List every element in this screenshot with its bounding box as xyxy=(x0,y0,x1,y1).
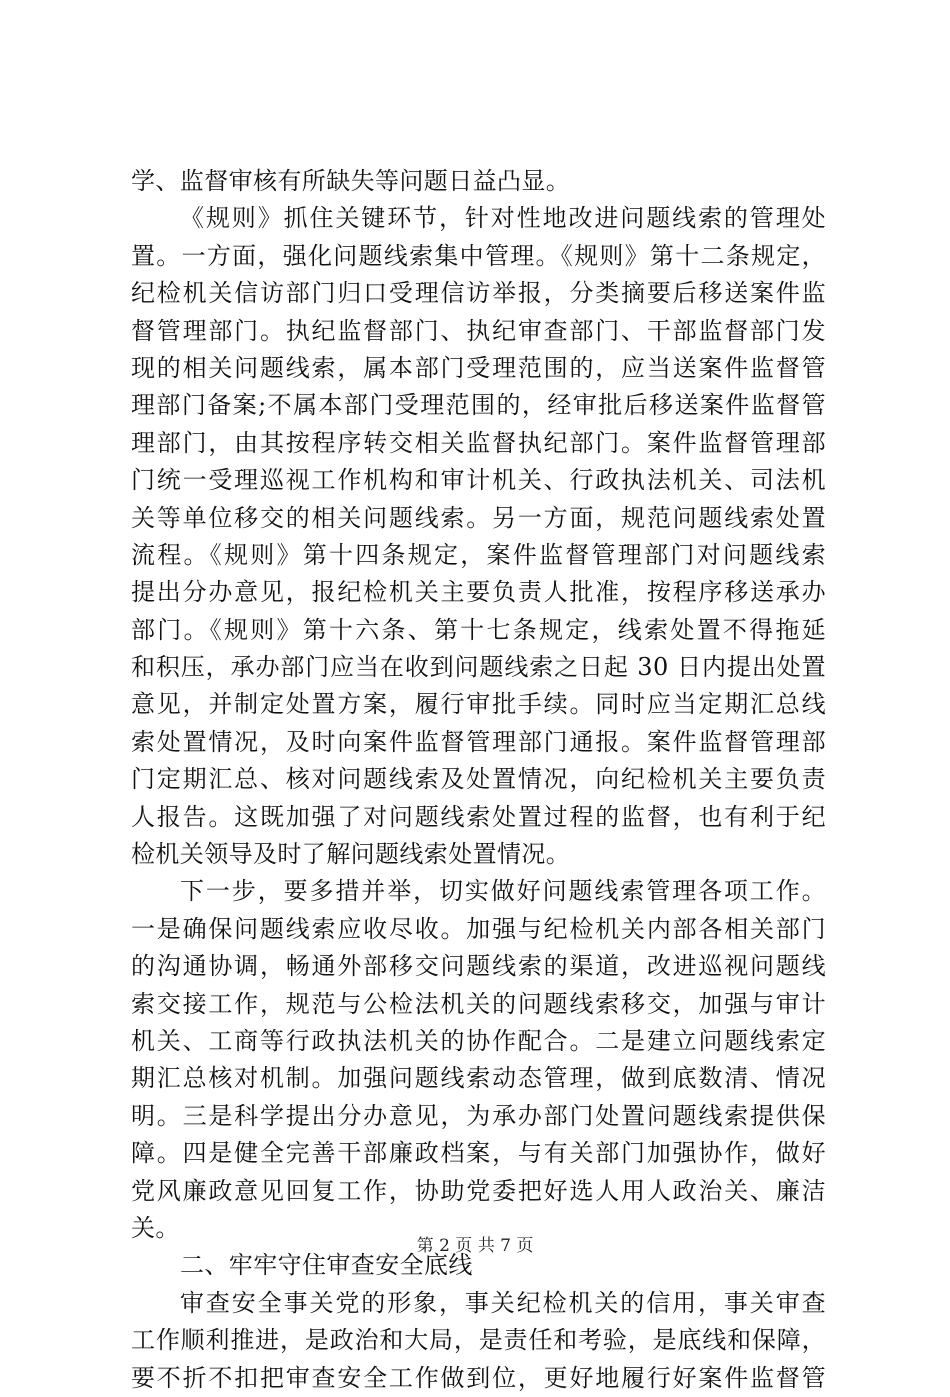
text-line: 督管理部门。执纪监督部门、执纪审查部门、干部监督部门发 xyxy=(131,316,826,345)
text-line: 理部门备案;不属本部门受理范围的，经审批后移送案件监督管 xyxy=(131,391,826,420)
text-line: 党风廉政意见回复工作，协助党委把好选人用人政治关、廉洁 xyxy=(131,1176,826,1205)
text-line: 索处置情况，及时向案件监督管理部门通报。案件监督管理部 xyxy=(131,727,826,756)
text-line: 流程。《规则》第十四条规定，案件监督管理部门对问题线索 xyxy=(131,540,826,569)
text-line: 学、监督审核有所缺失等问题日益凸显。 xyxy=(131,167,571,195)
text-line: 门定期汇总、核对问题线索及处置情况，向纪检机关主要负责 xyxy=(131,765,826,794)
text-line: 《规则》抓住关键环节，针对性地改进问题线索的管理处 xyxy=(180,204,826,233)
text-line: 部门。《规则》第十六条、第十七条规定，线索处置不得拖延 xyxy=(131,615,826,644)
text-line: 纪检机关信访部门归口受理信访举报，分类摘要后移送案件监 xyxy=(131,279,826,308)
text-line: 关。 xyxy=(131,1213,180,1242)
text-line: 审查安全事关党的形象，事关纪检机关的信用，事关审查 xyxy=(180,1288,826,1317)
text-line: 置。一方面，强化问题线索集中管理。《规则》第十二条规定， xyxy=(131,241,826,270)
text-line: 下一步，要多措并举，切实做好问题线索管理各项工作。 xyxy=(180,877,826,906)
text-line: 理部门，由其按程序转交相关监督执纪部门。案件监督管理部 xyxy=(131,428,826,457)
body-text xyxy=(131,163,826,1397)
page-number-footer: 第 2 页 共 7 页 xyxy=(416,1236,534,1256)
text-line: 关等单位移交的相关问题线索。另一方面，规范问题线索处置 xyxy=(131,503,826,532)
text-line: 意见，并制定处置方案，履行审批手续。同时应当定期汇总线 xyxy=(131,690,826,719)
text-line: 索交接工作，规范与公检法机关的问题线索移交，加强与审计 xyxy=(131,989,826,1018)
text-line: 现的相关问题线索，属本部门受理范围的，应当送案件监督管 xyxy=(131,353,826,382)
text-line: 障。四是健全完善干部廉政档案，与有关部门加强协作，做好 xyxy=(131,1139,826,1168)
text-line: 和积压，承办部门应当在收到问题线索之日起 30 日内提出处置 xyxy=(131,653,826,682)
text-line: 期汇总核对机制。加强问题线索动态管理，做到底数清、情况 xyxy=(131,1064,826,1093)
text-line: 检机关领导及时了解问题线索处置情况。 xyxy=(131,840,571,869)
text-line: 一是确保问题线索应收尽收。加强与纪检机关内部各相关部门 xyxy=(131,914,826,943)
section-heading: 二、牢牢守住审查安全底线 xyxy=(180,1251,473,1280)
text-line: 人报告。这既加强了对问题线索处置过程的监督，也有利于纪 xyxy=(131,802,826,831)
text-line: 工作顺利推进，是政治和大局，是责任和考验，是底线和保障， xyxy=(131,1326,826,1355)
text-line: 要不折不扣把审查安全工作做到位，更好地履行好案件监督管 xyxy=(131,1363,826,1392)
text-line: 机关、工商等行政执法机关的协作配合。二是建立问题线索定 xyxy=(131,1026,826,1055)
text-line: 提出分办意见，报纪检机关主要负责人批准，按程序移送承办 xyxy=(131,578,826,607)
text-line: 门统一受理巡视工作机构和审计机关、行政执法机关、司法机 xyxy=(131,466,826,495)
text-line: 的沟通协调，畅通外部移交问题线索的渠道，改进巡视问题线 xyxy=(131,952,826,981)
text-line: 明。三是科学提出分办意见，为承办部门处置问题线索提供保 xyxy=(131,1101,826,1130)
